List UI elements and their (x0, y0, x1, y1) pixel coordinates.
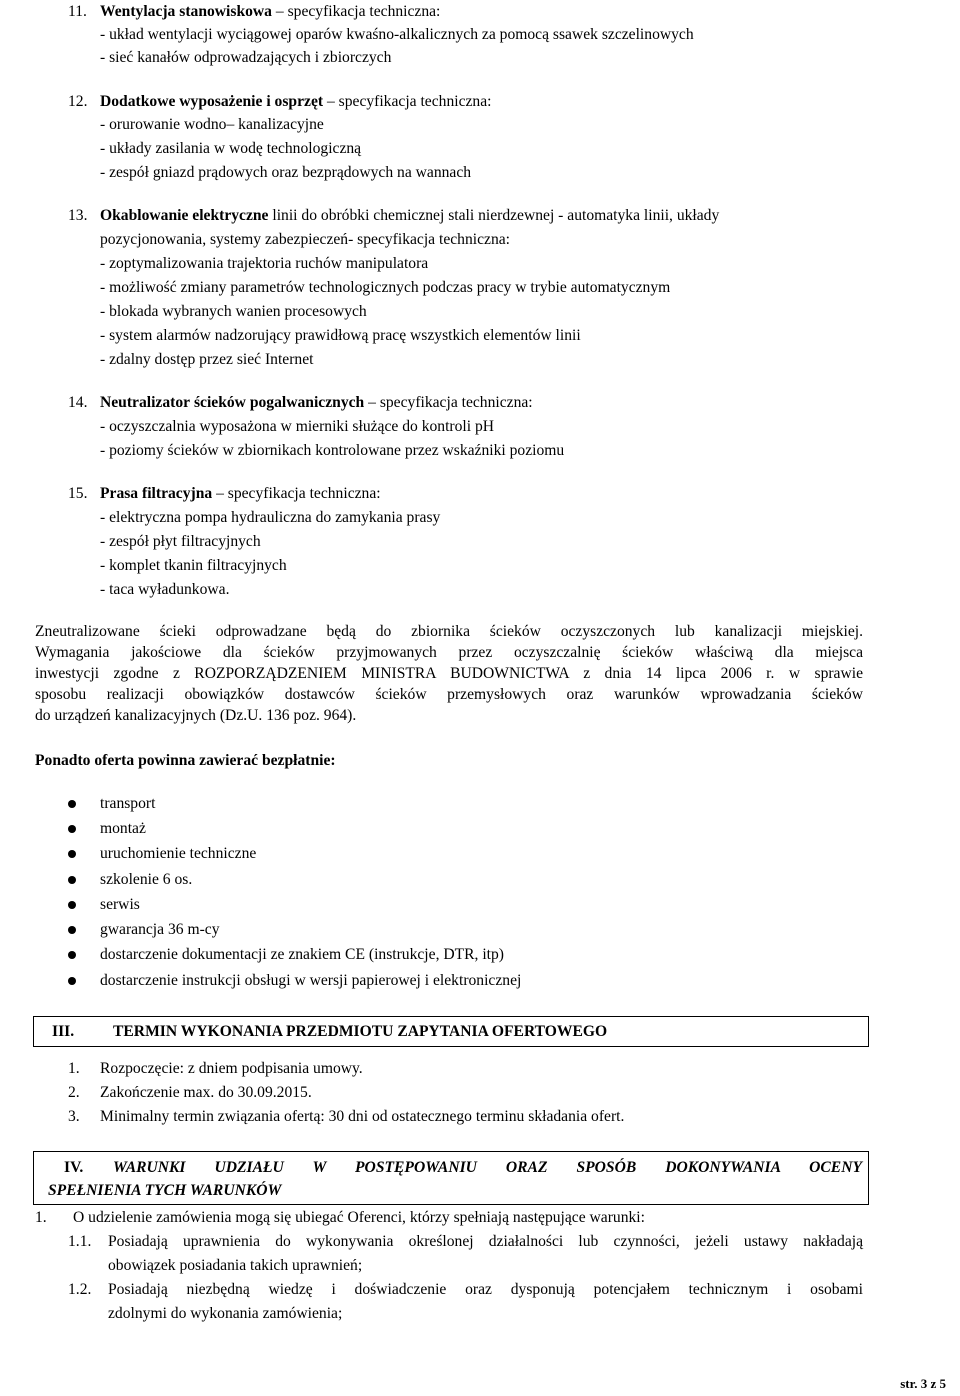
list-item: Posiadają niezbędną wiedzę i doświadczenie oraz dysponują potencjałem technicznym i osobami (108, 1281, 863, 1298)
list-number: 1.2. (68, 1281, 92, 1298)
spec-line: - sieć kanałów odprowadzających i zbiorczych (100, 49, 392, 66)
item-heading-rest: – specyfikacja techniczna: (323, 93, 492, 110)
paragraph-line: inwestycji zgodne z ROZPORZĄDZENIEM MINISTRA BUDOWNICTWA z dnia 14 lipca 2006 r. w sprawie (35, 665, 863, 682)
item-heading (100, 391, 533, 415)
item-number: 14. (68, 394, 88, 411)
list-item: Posiadają uprawnienia do wykonywania określonej działalności lub czynności, jeżeli ustawy nakładają (108, 1233, 863, 1250)
offer-item: szkolenie 6 os. (100, 871, 193, 888)
section-title: TERMIN WYKONANIA PRZEDMIOTU ZAPYTANIA OFERTOWEGO (113, 1023, 608, 1040)
list-item-continued: zdolnymi do wykonania zamówienia; (108, 1305, 343, 1322)
spec-line: - system alarmów nadzorujący prawidłową pracę wszystkich elementów linii (100, 327, 581, 344)
item-heading-rest: – specyfikacja techniczna: (271, 3, 441, 20)
offer-heading: Ponadto oferta powinna zawierać bezpłatnie: (35, 752, 336, 769)
paragraph-line: sposobu realizacji obowiązków dostawców ścieków przemysłowych oraz warunków wprowadzania ścieków (35, 686, 863, 703)
offer-item: gwarancja 36 m-cy (100, 921, 220, 938)
list-item: O udzielenie zamówienia mogą się ubiegać Oferenci, którzy spełniają następujące warunki: (73, 1209, 645, 1226)
spec-line: - zoptymalizowania trajektoria ruchów manipulatora (100, 255, 429, 272)
item-title-underlined: ścieków pogalwanicznych (193, 394, 365, 411)
list-number: 1.1. (68, 1233, 92, 1250)
section-title-line: SPEŁNIENIA TYCH WARUNKÓW (48, 1182, 282, 1199)
bullet-icon (68, 977, 76, 985)
list-item-continued: obowiązek posiadania takich uprawnień; (108, 1257, 363, 1274)
item-heading-rest: – specyfikacja techniczna: (364, 394, 533, 411)
spec-line: - komplet tkanin filtracyjnych (100, 557, 287, 574)
list-number: 1. (35, 1209, 47, 1226)
paragraph-line: do urządzeń kanalizacyjnych (Dz.U. 136 poz. 964). (35, 707, 357, 724)
bullet-icon (68, 825, 76, 833)
spec-line: - zespół gniazd prądowych oraz bezprądowych na wannach (100, 164, 472, 181)
item-title: Wentylacja stanowiskowa (100, 3, 272, 20)
spec-line: - elektryczna pompa hydrauliczna do zamykania prasy (100, 509, 441, 526)
section-3-header (33, 1016, 869, 1047)
paragraph-line: Wymagania jakościowe dla ścieków przyjmowanych przez oczyszczalnię ścieków właściwą dla miejsca (35, 644, 863, 661)
offer-item: dostarczenie dokumentacji ze znakiem CE (instrukcje, DTR, itp) (100, 946, 504, 963)
item-heading (100, 90, 491, 114)
spec-line: - zdalny dostęp przez sieć Internet (100, 351, 314, 368)
spec-line: - układy zasilania w wodę technologiczną (100, 140, 362, 157)
offer-item: uruchomienie techniczne (100, 845, 257, 862)
section-number: IV. (64, 1159, 84, 1176)
spec-line: - oczyszczalnia wyposażona w mierniki służące do kontroli pH (100, 418, 495, 435)
item-number: 15. (68, 485, 88, 502)
spec-line: - poziomy ścieków w zbiornikach kontrolowane przez wskaźniki poziomu (100, 442, 565, 459)
item-number: 13. (68, 207, 88, 224)
item-heading-rest: linii do obróbki chemicznej stali nierdzewnej - automatyka linii, układy (268, 207, 720, 224)
spec-line: - blokada wybranych wanien procesowych (100, 303, 367, 320)
bullet-icon (68, 926, 76, 934)
spec-line: - orurowanie wodno– kanalizacyjne (100, 116, 324, 133)
item-heading (100, 0, 440, 24)
item-title: Okablowanie elektryczne (100, 207, 269, 224)
item-title: Dodatkowe wyposażenie i osprzęt (100, 93, 324, 110)
section-title-line: WARUNKI UDZIAŁU W POSTĘPOWANIU ORAZ SPOSÓB DOKONYWANIA OCENY (113, 1159, 862, 1176)
bullet-icon (68, 901, 76, 909)
bullet-icon (68, 951, 76, 959)
item-title: Neutralizator (100, 394, 191, 411)
list-item: Zakończenie max. do 30.09.2015. (100, 1084, 312, 1101)
item-heading (100, 204, 719, 228)
list-number: 1. (68, 1060, 80, 1077)
spec-line: - możliwość zmiany parametrów technologicznych podczas pracy w trybie automatycznym (100, 279, 671, 296)
page-number: str. 3 z 5 (900, 1376, 946, 1391)
bullet-icon (68, 800, 76, 808)
item-number: 12. (68, 93, 88, 110)
list-item: Minimalny termin związania ofertą: 30 dni od ostatecznego terminu składania ofert. (100, 1108, 625, 1125)
list-item: Rozpoczęcie: z dniem podpisania umowy. (100, 1060, 363, 1077)
spec-line: - taca wyładunkowa. (100, 581, 230, 598)
item-heading (100, 482, 381, 506)
section-number: III. (52, 1023, 75, 1040)
list-number: 3. (68, 1108, 80, 1125)
spec-line: - układ wentylacji wyciągowej oparów kwaśno-alkalicznych za pomocą ssawek szczelinowych (100, 26, 694, 43)
offer-item: transport (100, 795, 156, 812)
item-number: 11. (68, 3, 87, 20)
spec-line: - zespół płyt filtracyjnych (100, 533, 261, 550)
offer-item: montaż (100, 820, 146, 837)
bullet-icon (68, 876, 76, 884)
item-heading-continued: pozycjonowania, systemy zabezpieczeń- specyfikacja techniczna: (100, 231, 510, 248)
list-number: 2. (68, 1084, 80, 1101)
section-4-header (33, 1151, 869, 1205)
item-title-underlined: filtracyjna (142, 485, 213, 502)
item-title: Prasa (100, 485, 139, 502)
bullet-icon (68, 850, 76, 858)
offer-item: dostarczenie instrukcji obsługi w wersji papierowej i elektronicznej (100, 972, 522, 989)
paragraph-line: Zneutralizowane ścieki odprowadzane będą do zbiornika ścieków oczyszczonych lub kanalizacji miejskiej. (35, 623, 863, 640)
offer-item: serwis (100, 896, 140, 913)
item-heading-rest: – specyfikacja techniczna: (212, 485, 381, 502)
